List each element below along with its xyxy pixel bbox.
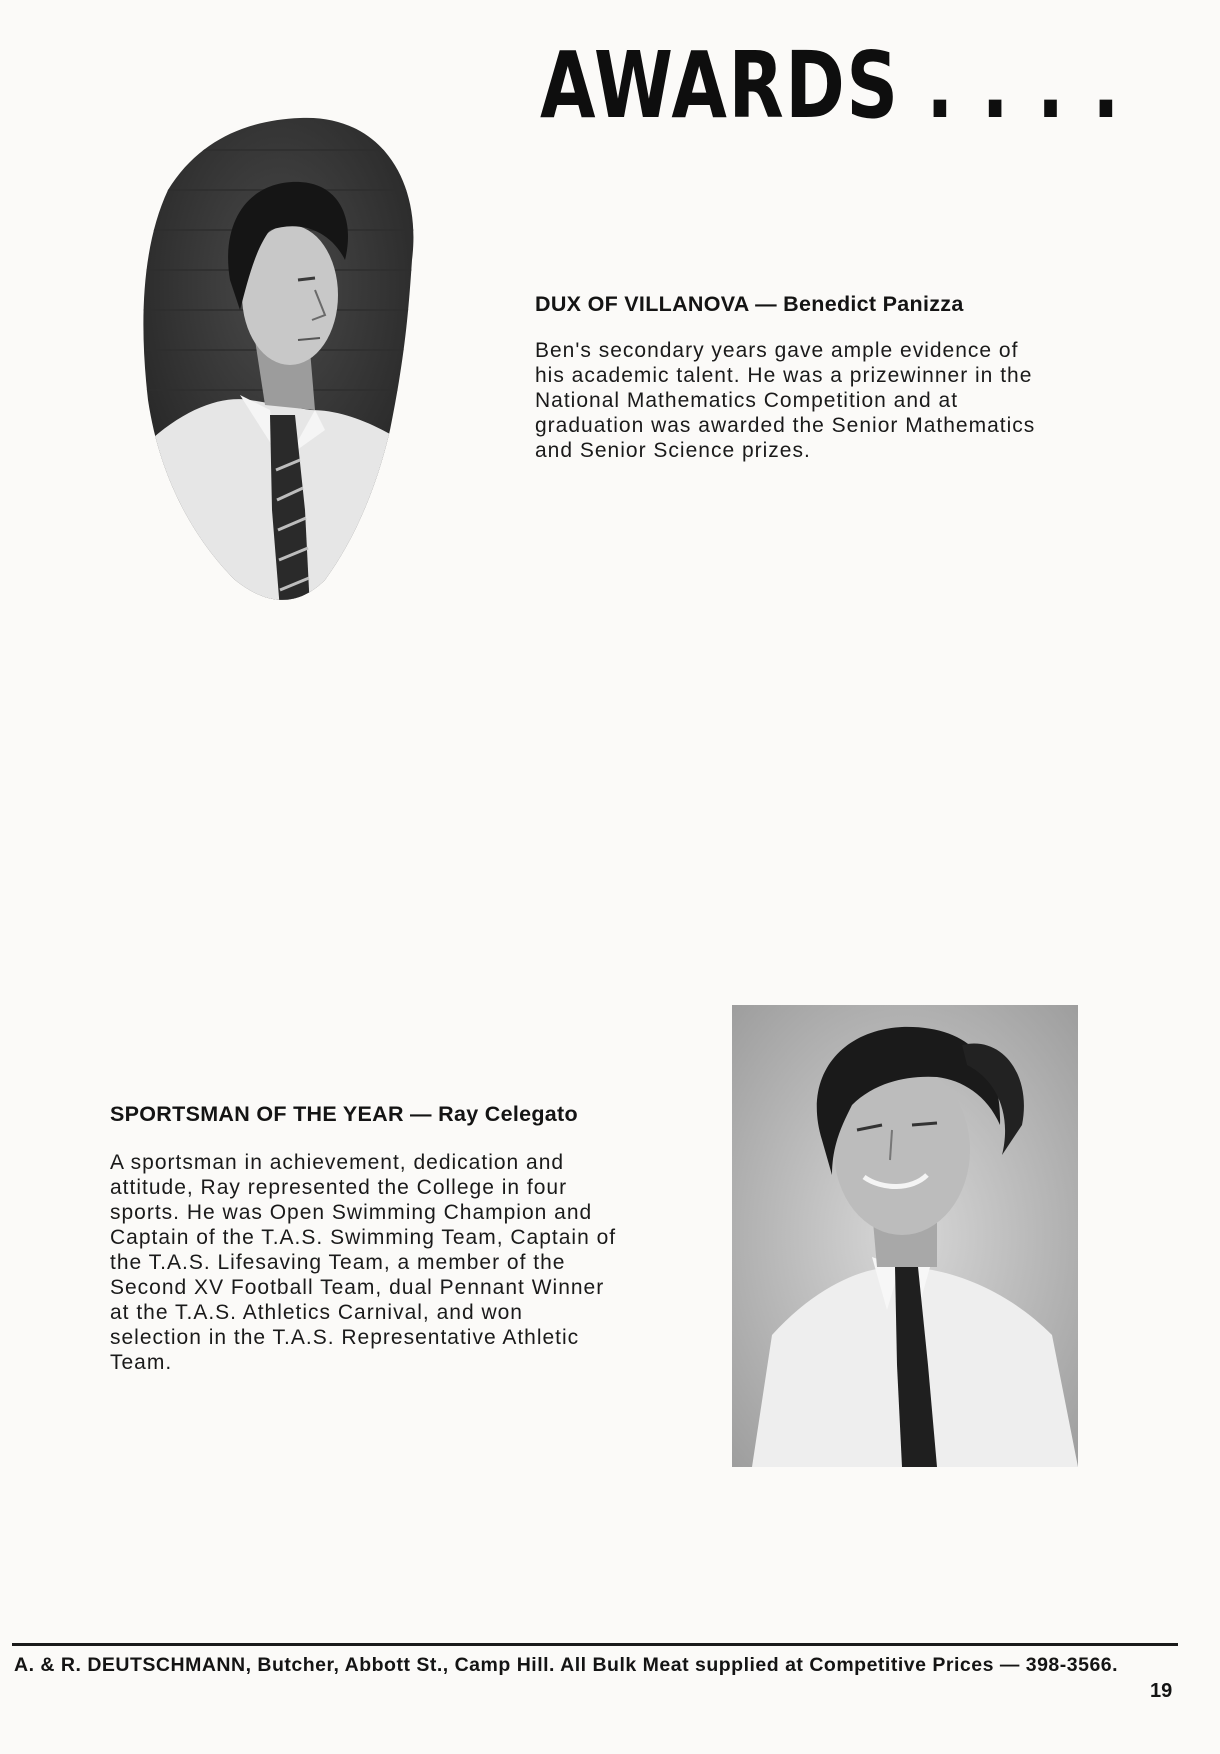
award-title-sportsman: SPORTSMAN OF THE YEAR — Ray Celegato [110, 1102, 578, 1126]
award-description-dux [535, 338, 1035, 463]
award-description-sportsman [110, 1150, 616, 1375]
award-title-dux: DUX OF VILLANOVA — Benedict Panizza [535, 292, 964, 316]
portrait-photo-dux [140, 110, 450, 610]
description-line: graduation was awarded the Senior Mathematics [535, 414, 1036, 437]
description-line: selection in the T.A.S. Representative Athletic [110, 1326, 580, 1349]
portrait-photo-sportsman [732, 1005, 1078, 1467]
description-line: the T.A.S. Lifesaving Team, a member of the [110, 1251, 566, 1274]
description-line: Second XV Football Team, dual Pennant Winner [110, 1276, 605, 1299]
description-line: A sportsman in achievement, dedication and [110, 1151, 565, 1174]
page-heading: AWARDS . . . . [540, 32, 1122, 139]
description-line: Ben's secondary years gave ample evidence of [535, 339, 1019, 362]
page-number: 19 [1150, 1680, 1173, 1702]
description-line: attitude, Ray represented the College in four [110, 1176, 568, 1199]
description-line: sports. He was Open Swimming Champion and [110, 1201, 593, 1224]
description-line: Captain of the T.A.S. Swimming Team, Captain of [110, 1226, 617, 1249]
description-line: and Senior Science prizes. [535, 439, 811, 462]
description-line: Team. [110, 1351, 173, 1374]
description-line: National Mathematics Competition and at [535, 389, 959, 412]
description-line: his academic talent. He was a prizewinner in the [535, 364, 1033, 387]
footer-advertisement: A. & R. DEUTSCHMANN, Butcher, Abbott St., Camp Hill. All Bulk Meat supplied at Competitive Prices — 398-3566. [14, 1654, 1119, 1676]
description-line: at the T.A.S. Athletics Carnival, and won [110, 1301, 523, 1324]
footer-rule [12, 1643, 1178, 1646]
